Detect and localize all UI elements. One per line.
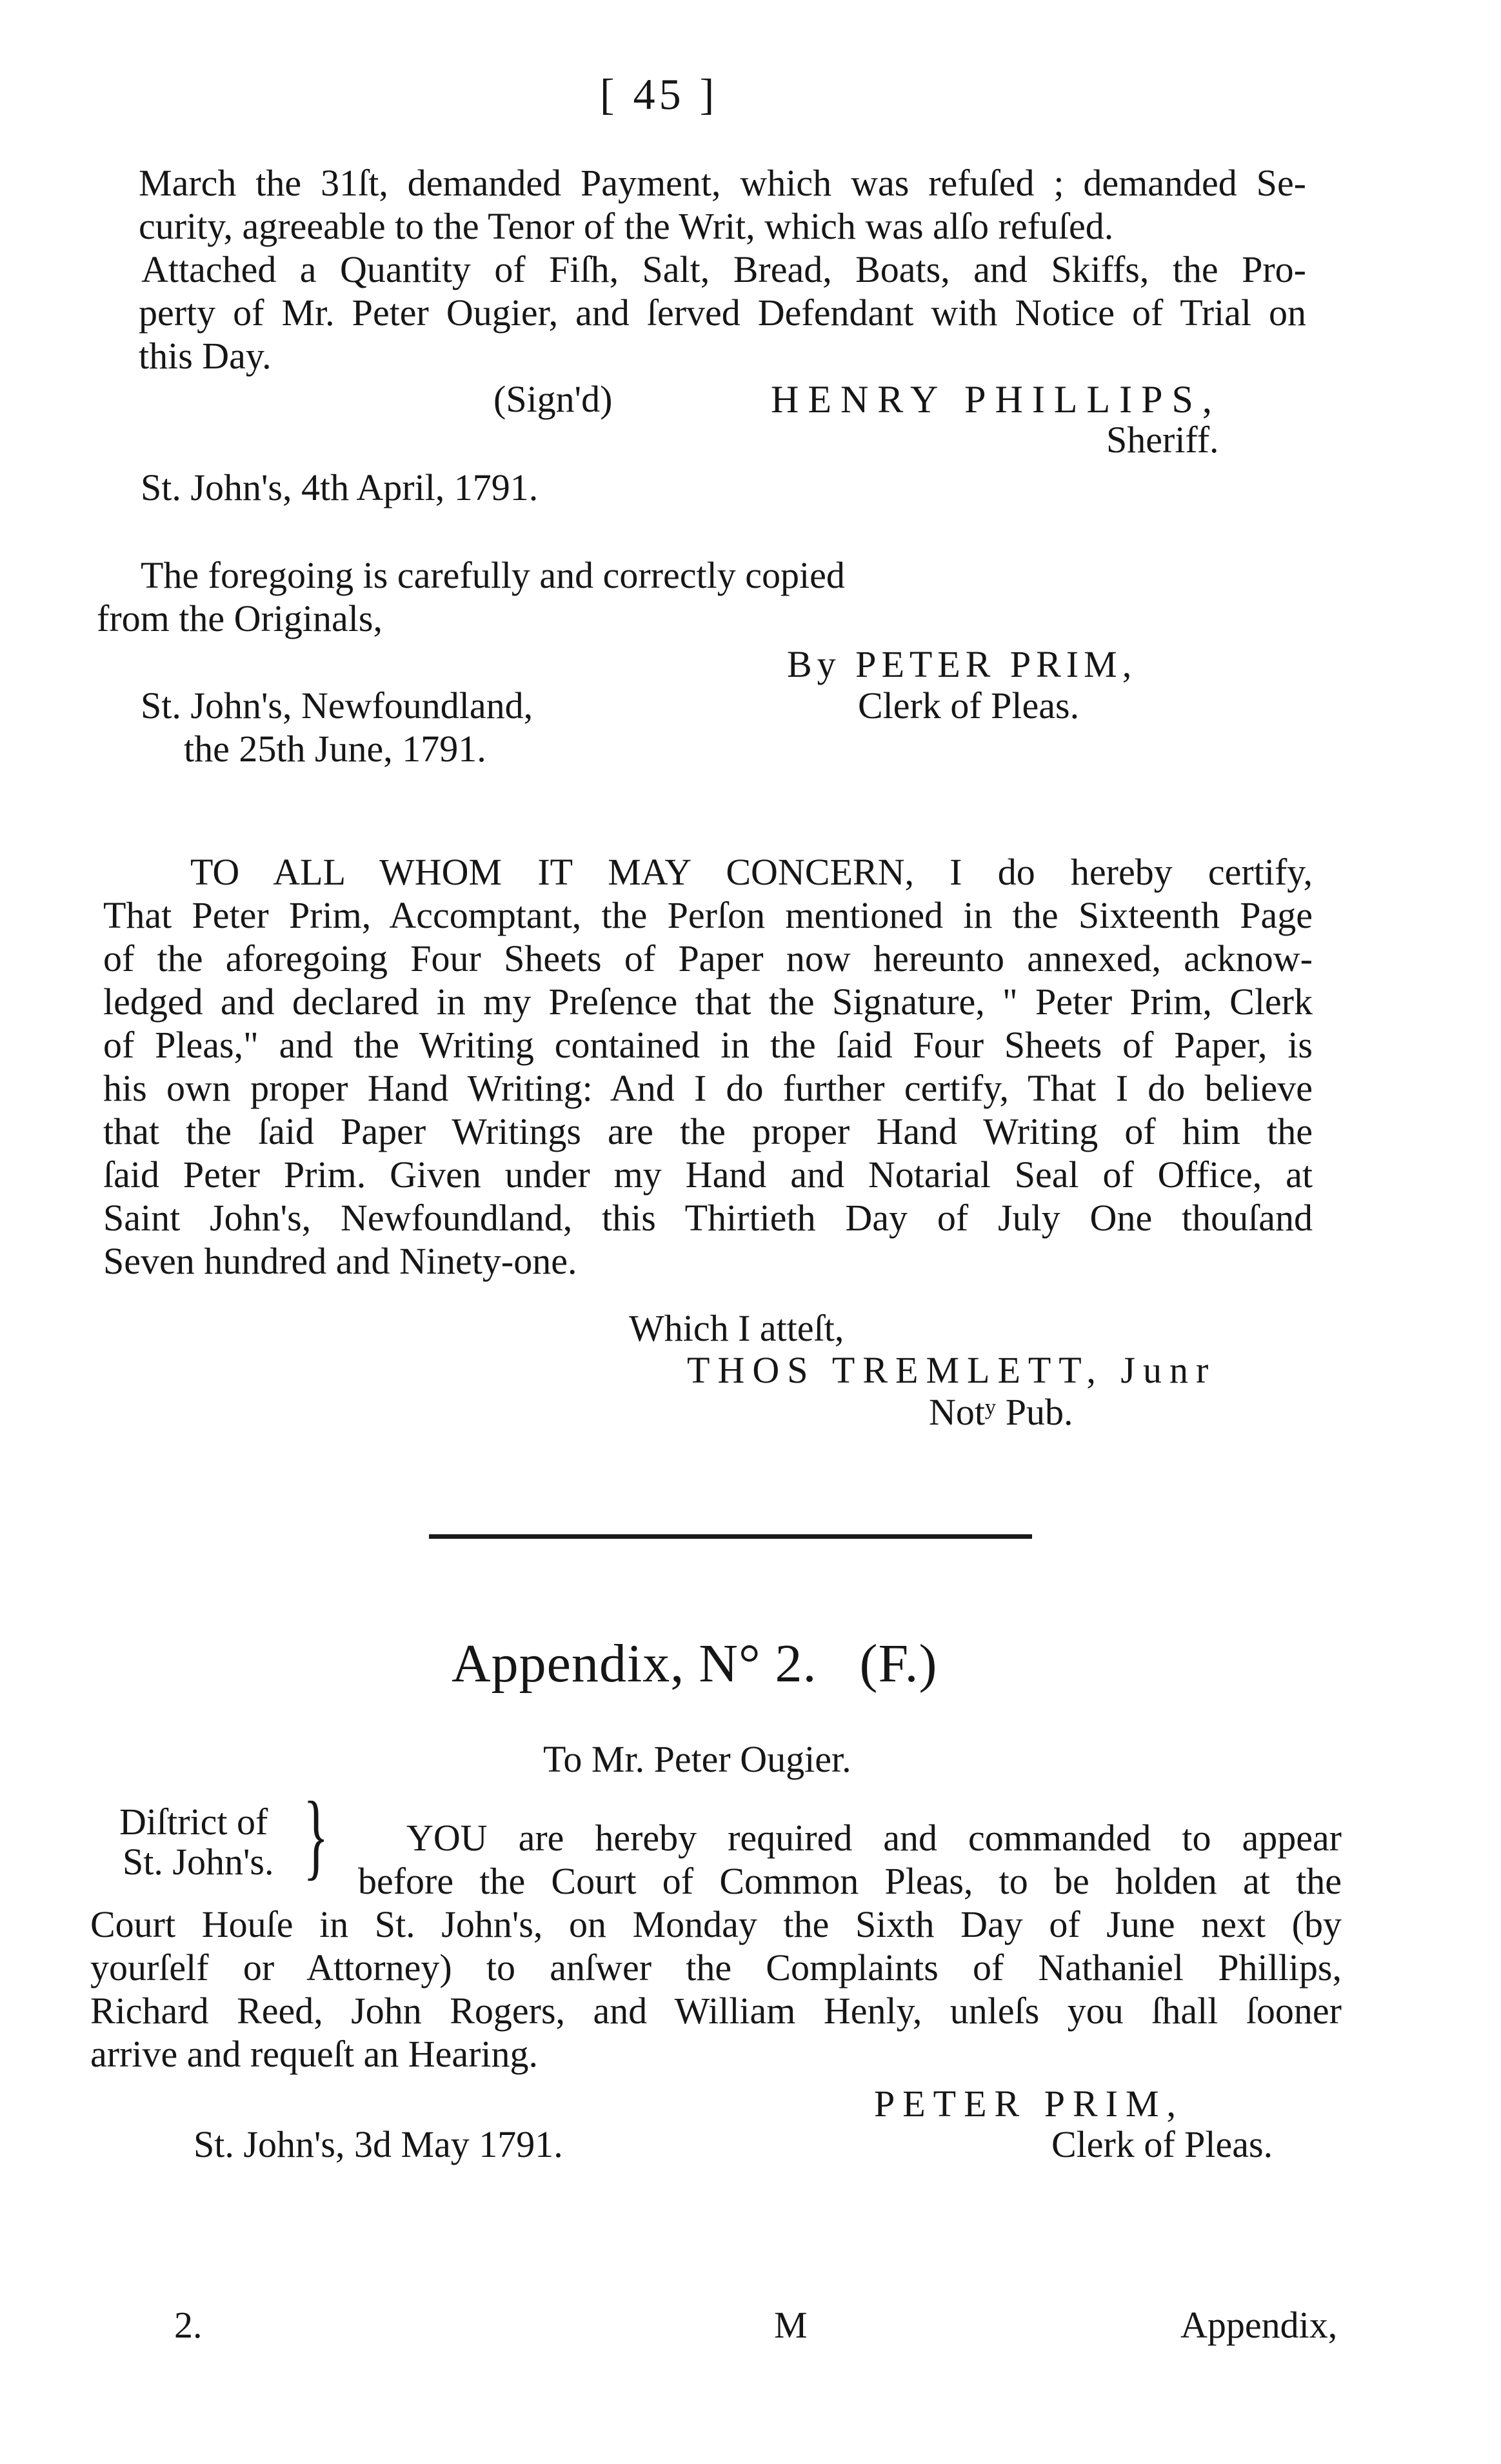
attest-line: Which I atteſt, [629, 1307, 844, 1349]
notary-name: THOS TREMLETT, Junr [687, 1349, 1217, 1391]
sheet-number: 2. [174, 2304, 203, 2346]
writ-signer-name: PETER PRIM, [874, 2083, 1184, 2125]
text-line: ledged and declared in my Preſence that the Signature, " Peter Prim, Clerk [103, 981, 1313, 1023]
copy-certification-line1: The foregoing is carefully and correctly copied [141, 554, 845, 596]
text-line: YOU are hereby required and commanded to appear [406, 1817, 1342, 1859]
notary-certificate-paragraph [103, 850, 1313, 1283]
page-number: [ 45 ] [600, 70, 719, 119]
text-line: yourſelf or Attorney) to anſwer the Complaints of Nathaniel Phillips, [90, 1947, 1342, 1988]
text-line: That Peter Prim, Accomptant, the Perſon mentioned in the Sixteenth Page [103, 894, 1313, 936]
text-line: that the ſaid Paper Writings are the proper Hand Writing of him the [103, 1110, 1313, 1152]
text-line: of the aforegoing Four Sheets of Paper now hereunto annexed, acknow- [103, 937, 1313, 979]
appendix-addressee: To Mr. Peter Ougier. [543, 1738, 851, 1780]
sheriff-place-date: St. John's, 4th April, 1791. [141, 466, 539, 508]
text-line: ſaid Peter Prim. Given under my Hand and Notarial Seal of Office, at [103, 1154, 1313, 1196]
text-line: of Pleas," and the Writing contained in the ſaid Four Sheets of Paper, is [103, 1024, 1313, 1066]
appendix-heading: Appendix, N° 2. (F.) [452, 1634, 938, 1694]
copy-certification-line2: from the Originals, [97, 597, 383, 639]
text-line: Attached a Quantity of Fiſh, Salt, Bread, Boats, and Skiffs, the Pro- [141, 248, 1306, 290]
signature-mark: M [774, 2304, 808, 2346]
writ-paragraph [90, 1903, 1342, 2076]
catchword: Appendix, [1180, 2304, 1338, 2346]
text-line: this Day. [139, 335, 272, 377]
clerk-place: St. John's, Newfoundland, [141, 685, 533, 726]
section-divider [429, 1534, 1032, 1539]
text-line: March the 31ſt, demanded Payment, which was refuſed ; demanded Se- [139, 162, 1306, 204]
text-line: TO ALL WHOM IT MAY CONCERN, I do hereby certify, [190, 851, 1313, 893]
text-line: perty of Mr. Peter Ougier, and ſerved Defendant with Notice of Trial on [139, 292, 1306, 334]
text-line: his own proper Hand Writing: And I do further certify, That I do believe [103, 1067, 1313, 1109]
text-line: Seven hundred and Ninety-one. [103, 1240, 577, 1282]
signed-label: (Sign'd) [493, 378, 613, 420]
writ-signer-title: Clerk of Pleas. [1051, 2123, 1273, 2165]
district-label-line2: St. John's. [123, 1841, 274, 1883]
text-line: Richard Reed, John Rogers, and William Henly, unleſs you ſhall ſooner [90, 1990, 1342, 2032]
text-line: curity, agreeable to the Tenor of the Writ, which was alſo refuſed. [139, 205, 1114, 247]
text-line: arrive and requeſt an Hearing. [90, 2033, 539, 2075]
district-label-line1: Diſtrict of [119, 1801, 268, 1843]
writ-first-lines [358, 1816, 1342, 1903]
notary-title: Notʸ Pub. [929, 1391, 1073, 1433]
text-line: Saint John's, Newfoundland, this Thirtieth Day of July One thouſand [103, 1197, 1313, 1239]
sheriff-return-paragraph [139, 161, 1306, 377]
clerk-title: Clerk of Pleas. [858, 685, 1080, 726]
sheriff-title: Sheriff. [1106, 419, 1219, 461]
copy-certification-date: the 25th June, 1791. [184, 728, 486, 770]
brace-mark: } [303, 1782, 329, 1889]
writ-place-date: St. John's, 3d May 1791. [194, 2123, 563, 2165]
text-line: Court Houſe in St. John's, on Monday the Sixth Day of June next (by [90, 1903, 1342, 1945]
sheriff-name: HENRY PHILLIPS, [771, 378, 1221, 421]
clerk-by-name: By PETER PRIM, [787, 643, 1137, 685]
text-line: before the Court of Common Pleas, to be holden at the [358, 1860, 1342, 1902]
